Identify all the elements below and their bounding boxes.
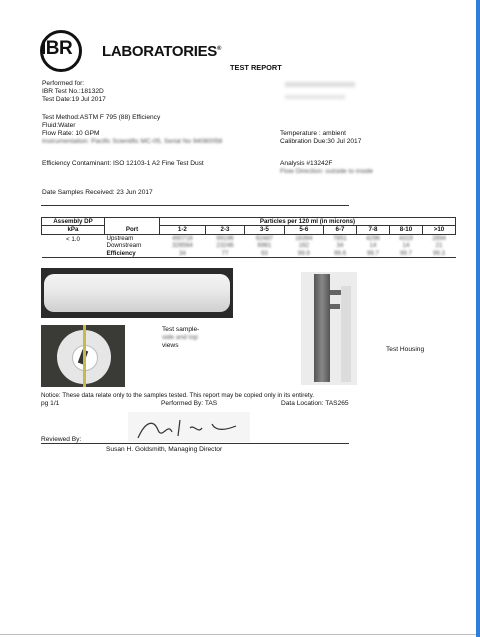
table-cell: 34 xyxy=(336,242,344,250)
flow-direction: Flow Direction: outside to inside xyxy=(280,168,374,175)
housing-body xyxy=(314,274,330,382)
report-title: TEST REPORT xyxy=(230,63,282,72)
table-cell: 162 xyxy=(298,242,309,250)
table-cell: 23246 xyxy=(216,242,234,250)
reviewed-by: Reviewed By: xyxy=(41,436,82,443)
table-cell: 34 xyxy=(178,249,186,257)
header-kpa: kPa xyxy=(42,226,105,234)
header-particles: Particles per 120 ml (in microns) xyxy=(160,218,456,226)
table-cell: 4296 xyxy=(366,234,380,242)
table-cell: 99.6 xyxy=(333,249,347,257)
caption-sample: views xyxy=(162,342,179,349)
table-cell: 21 xyxy=(435,242,443,250)
divider xyxy=(41,205,349,206)
table-row xyxy=(42,234,456,242)
analysis-number: Analysis #13242F xyxy=(280,160,333,167)
table-row xyxy=(42,242,456,249)
logo-registered-mark: ® xyxy=(217,46,222,52)
size-col-header: 2-3 xyxy=(205,226,244,234)
table-cell: 92487 xyxy=(255,234,273,242)
size-col-header: 8-10 xyxy=(389,226,422,234)
table-cell: 99196 xyxy=(216,234,234,242)
page-number: pg 1/1 xyxy=(41,400,60,407)
port-label: Efficiency xyxy=(106,249,136,257)
port-label: Downstream xyxy=(106,242,142,250)
size-col-header: >10 xyxy=(422,226,455,234)
caption-housing: Test Housing xyxy=(386,346,425,353)
caption-sample: side and top xyxy=(162,334,198,341)
table-cell: 99.9 xyxy=(297,249,310,257)
results-table xyxy=(41,217,456,258)
port-label: Upstream xyxy=(106,234,134,242)
housing-outlet xyxy=(330,304,340,309)
table-cell: 7851 xyxy=(333,234,347,242)
header-assembly-dp: Assembly DP xyxy=(42,218,105,226)
table-cell: 77 xyxy=(221,249,229,257)
header-port-top xyxy=(105,218,160,226)
assembly-dp-value: < 1.0 xyxy=(66,235,80,243)
table-cell: 99.7 xyxy=(366,249,379,257)
header-port: Port xyxy=(105,226,160,234)
signature-image xyxy=(128,412,250,442)
tape-strip xyxy=(83,325,86,387)
date-samples-received: Date Samples Received: 23 Jun 2017 xyxy=(42,189,153,196)
size-col-header: 6-7 xyxy=(324,226,357,234)
housing-cover xyxy=(341,286,351,382)
photo-sample-top xyxy=(41,325,125,387)
efficiency-contaminant: Efficiency Contaminant: ISO 12103-1 A2 Fine Test Dust xyxy=(42,160,204,167)
filter-cartridge xyxy=(44,274,230,312)
table-row xyxy=(42,250,456,258)
size-col-header: 5-6 xyxy=(284,226,323,234)
flow-rate: Flow Rate: 10 GPM xyxy=(42,130,100,137)
signature-line xyxy=(41,443,349,444)
redacted-line xyxy=(285,95,345,99)
table-header-row xyxy=(42,218,456,226)
logo-labs-word: LABORATORIES xyxy=(102,43,218,60)
table-cell: 14 xyxy=(369,242,377,250)
data-location: Data Location: TAS265 xyxy=(281,400,349,407)
size-col-header: 3-5 xyxy=(245,226,284,234)
redacted-client xyxy=(285,82,355,87)
table-cell: 326564 xyxy=(172,242,193,250)
instrumentation: Instrumentation: Pacific Scientific MC-05, Serial No 94080058 xyxy=(42,138,223,145)
photo-sample-side xyxy=(41,268,233,318)
table-cell: 99.7 xyxy=(399,249,412,257)
signer-name: Susan H. Goldsmith, Managing Director xyxy=(106,446,223,453)
test-date: Test Date:19 Jul 2017 xyxy=(42,96,106,103)
size-col-header: 7-8 xyxy=(356,226,389,234)
test-number: IBR Test No.:18132D xyxy=(42,88,104,95)
performed-for: Performed for: xyxy=(42,80,85,87)
test-method: Test Method:ASTM F 795 (88) Efficiency xyxy=(42,114,161,121)
table-subheader-row xyxy=(42,226,456,234)
notice: Notice: These data relate only to the samples tested. This report may be copied only in its entirety. xyxy=(41,392,315,399)
table-cell: 93 xyxy=(260,249,268,257)
caption-sample: Test sample- xyxy=(162,326,200,333)
table-cell: 2894 xyxy=(432,234,446,242)
table-cell: 99.3 xyxy=(432,249,445,257)
performed-by: Performed By: TAS xyxy=(161,400,218,407)
size-col-header: 1-2 xyxy=(160,226,206,234)
logo-labs-text xyxy=(102,40,221,61)
table-cell: 4319 xyxy=(399,234,413,242)
photo-test-housing xyxy=(301,272,357,385)
table-cell: 16394 xyxy=(295,234,313,242)
logo-ibr-text: IBR xyxy=(41,38,73,59)
table-cell: 490716 xyxy=(172,234,193,242)
table-cell: 6981 xyxy=(257,242,272,250)
window-edge xyxy=(476,0,480,637)
calibration-due: Calibration Due:30 Jul 2017 xyxy=(280,138,362,145)
table-cell: 14 xyxy=(402,242,410,250)
temperature: Temperature : ambient xyxy=(280,130,346,137)
fluid: Fluid:Water xyxy=(42,122,76,129)
